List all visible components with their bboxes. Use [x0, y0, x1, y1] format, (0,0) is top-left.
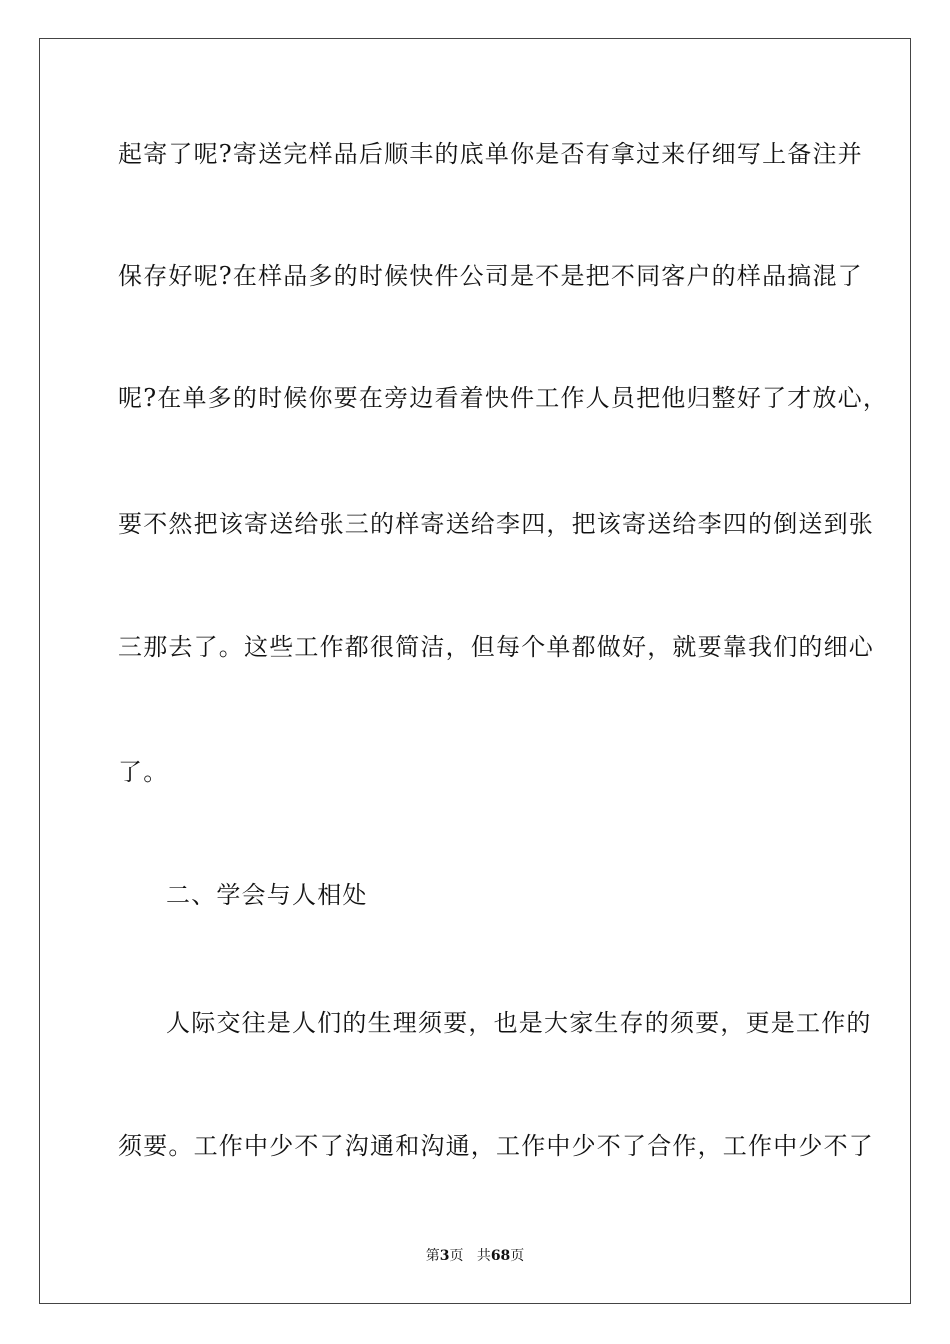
page-border	[39, 38, 911, 1304]
section-heading: 二、学会与人相处	[166, 881, 368, 909]
paragraph-line-5: 三那去了。这些工作都很简洁，但每个单都做好，就要靠我们的细心	[118, 633, 874, 661]
paragraph-line-1: 起寄了呢?寄送完样品后顺丰的底单你是否有拿过来仔细写上备注并	[118, 140, 863, 168]
page-suffix: 页	[449, 1248, 464, 1264]
total-prefix: 共	[476, 1248, 491, 1264]
paragraph2-line-1: 人际交往是人们的生理须要，也是大家生存的须要，更是工作的	[166, 1009, 872, 1037]
page-prefix: 第	[425, 1248, 440, 1264]
total-suffix: 页	[510, 1248, 525, 1264]
paragraph-line-4: 要不然把该寄送给张三的样寄送给李四，把该寄送给李四的倒送到张	[118, 510, 874, 538]
page-footer	[0, 1247, 950, 1265]
page-total: 68	[490, 1248, 511, 1264]
paragraph-line-6: 了。	[118, 758, 169, 786]
paragraph2-line-2: 须要。工作中少不了沟通和沟通，工作中少不了合作，工作中少不了	[118, 1132, 874, 1160]
page-current: 3	[439, 1248, 450, 1264]
paragraph-line-3: 呢?在单多的时候你要在旁边看着快件工作人员把他归整好了才放心，	[118, 384, 889, 412]
paragraph-line-2: 保存好呢?在样品多的时候快件公司是不是把不同客户的样品搞混了	[118, 262, 863, 290]
